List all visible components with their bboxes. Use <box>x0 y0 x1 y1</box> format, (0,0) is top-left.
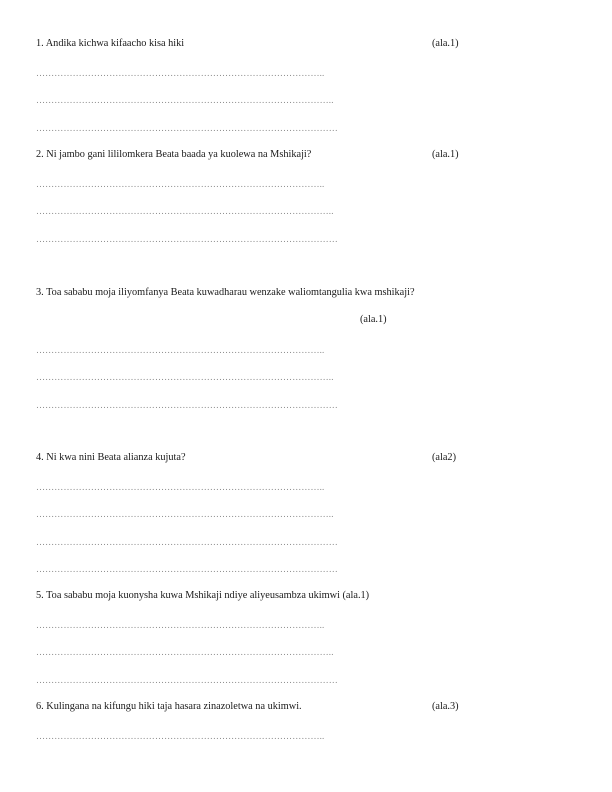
answer-line[interactable]: …………………………………………………………………………………….. <box>36 206 334 216</box>
question-1-text: 1. Andika kichwa kifaacho kisa hiki <box>36 38 185 49</box>
answer-line[interactable]: …………………………………………………………………………………….. <box>36 647 334 657</box>
question-3-text: 3. Toa sababu moja iliyomfanya Beata kuwadharau wenzake waliomtangulia kwa mshikaji? <box>36 287 415 298</box>
answer-line[interactable]: ………………………………………………………………………………….. <box>36 731 325 741</box>
answer-line[interactable]: ………………………………………………………………………………….. <box>36 482 325 492</box>
answer-line[interactable]: ………………………………………………………………………………….. <box>36 179 325 189</box>
question-4-text: 4. Ni kwa nini Beata alianza kujuta? <box>36 452 186 463</box>
question-3-marks: (ala.1) <box>360 314 387 325</box>
question-1-marks: (ala.1) <box>432 38 459 49</box>
question-5-text: 5. Toa sababu moja kuonysha kuwa Mshikaji ndiye aliyeusambza ukimwi (ala.1) <box>36 590 370 601</box>
question-6-text: 6. Kulingana na kifungu hiki taja hasara zinazoletwa na ukimwi. <box>36 701 302 712</box>
answer-line[interactable]: …………………………………………………………………………………….. <box>36 95 334 105</box>
answer-line[interactable]: ………………………………………………………………………………….. <box>36 68 325 78</box>
answer-line[interactable]: ……………………………………………………………………………………… <box>36 400 338 410</box>
answer-line[interactable]: ……………………………………………………………………………………… <box>36 123 338 133</box>
answer-line[interactable]: …………………………………………………………………………………….. <box>36 509 334 519</box>
answer-line[interactable]: ……………………………………………………………………………………… <box>36 564 338 574</box>
answer-line[interactable]: ………………………………………………………………………………….. <box>36 345 325 355</box>
question-6-marks: (ala.3) <box>432 701 459 712</box>
answer-line[interactable]: …………………………………………………………………………………….. <box>36 372 334 382</box>
answer-line[interactable]: ……………………………………………………………………………………… <box>36 234 338 244</box>
answer-line[interactable]: ……………………………………………………………………………………… <box>36 675 338 685</box>
question-2-marks: (ala.1) <box>432 149 459 160</box>
answer-line[interactable]: ………………………………………………………………………………….. <box>36 620 325 630</box>
question-4-marks: (ala2) <box>432 452 457 463</box>
answer-line[interactable]: ……………………………………………………………………………………… <box>36 537 338 547</box>
question-2-text: 2. Ni jambo gani lililomkera Beata baada ya kuolewa na Mshikaji? <box>36 149 312 160</box>
